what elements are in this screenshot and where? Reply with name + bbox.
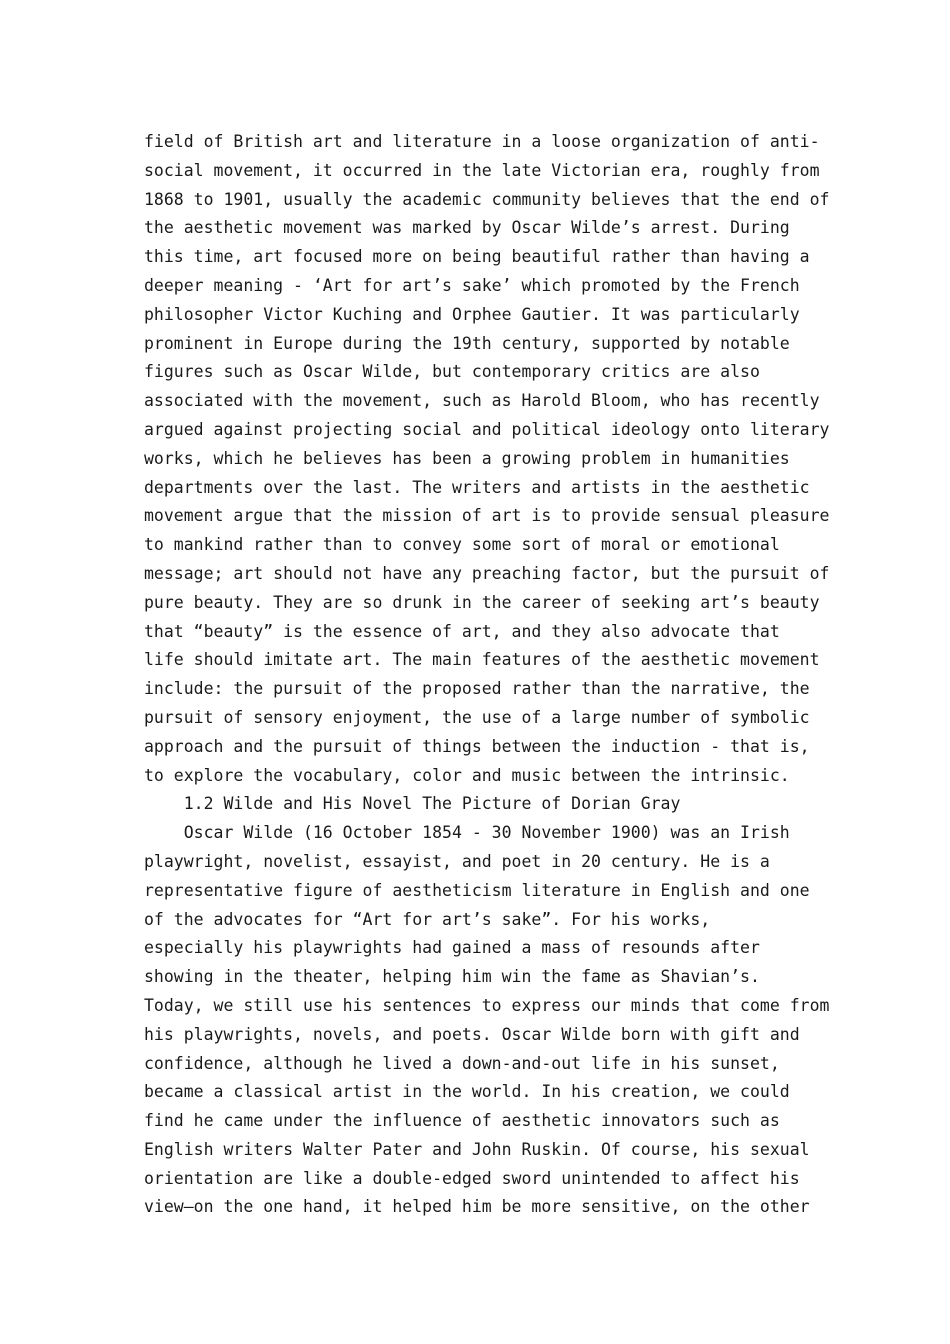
text-line: became a classical artist in the world. In his creation, we could	[144, 1082, 790, 1102]
text-line: his playwrights, novels, and poets. Oscar Wilde born with gift and	[144, 1024, 800, 1044]
text-line: to mankind rather than to convey some sort of moral or emotional	[144, 535, 780, 555]
text-line: that “beauty” is the essence of art, and they also advocate that	[144, 621, 780, 641]
text-line: confidence, although he lived a down-and-out life in his sunset,	[144, 1053, 780, 1073]
text-line: the aesthetic movement was marked by Oscar Wilde’s arrest. During	[144, 218, 790, 238]
text-line: Oscar Wilde (16 October 1854 - 30 November 1900) was an Irish	[144, 823, 790, 843]
text-line: especially his playwrights had gained a mass of resounds after	[144, 938, 760, 958]
text-line: life should imitate art. The main features of the aesthetic movement	[144, 650, 820, 670]
body-text	[144, 128, 830, 1222]
text-line: orientation are like a double-edged sword unintended to affect his	[144, 1168, 800, 1188]
text-line: deeper meaning - ‘Art for art’s sake’ which promoted by the French	[144, 275, 800, 295]
text-line: associated with the movement, such as Harold Bloom, who has recently	[144, 391, 820, 411]
text-line: movement argue that the mission of art is to provide sensual pleasure	[144, 506, 830, 526]
text-line: to explore the vocabulary, color and music between the intrinsic.	[144, 765, 790, 785]
text-line: departments over the last. The writers and artists in the aesthetic	[144, 477, 810, 497]
text-line: prominent in Europe during the 19th century, supported by notable	[144, 333, 790, 353]
text-line: view—on the one hand, it helped him be more sensitive, on the other	[144, 1197, 810, 1217]
text-line: include: the pursuit of the proposed rather than the narrative, the	[144, 679, 810, 699]
text-line: playwright, novelist, essayist, and poet in 20 century. He is a	[144, 851, 770, 871]
text-line: representative figure of aestheticism literature in English and one	[144, 880, 810, 900]
text-line: this time, art focused more on being beautiful rather than having a	[144, 247, 810, 267]
text-line: field of British art and literature in a loose organization of anti-	[144, 132, 820, 151]
text-line: figures such as Oscar Wilde, but contemporary critics are also	[144, 362, 760, 382]
text-line: argued against projecting social and political ideology onto literary	[144, 419, 830, 439]
text-line: Today, we still use his sentences to express our minds that come from	[144, 995, 830, 1015]
text-line: English writers Walter Pater and John Ruskin. Of course, his sexual	[144, 1139, 810, 1159]
text-line: pure beauty. They are so drunk in the career of seeking art’s beauty	[144, 592, 820, 612]
text-line: philosopher Victor Kuching and Orphee Gautier. It was particularly	[144, 304, 800, 324]
text-line: find he came under the influence of aesthetic innovators such as	[144, 1111, 780, 1131]
text-line: showing in the theater, helping him win the fame as Shavian’s.	[144, 967, 760, 987]
text-line: approach and the pursuit of things between the induction - that is,	[144, 736, 810, 756]
text-line: of the advocates for “Art for art’s sake”. For his works,	[144, 909, 711, 929]
text-line: message; art should not have any preaching factor, but the pursuit of	[144, 563, 830, 583]
text-line: 1868 to 1901, usually the academic community believes that the end of	[144, 189, 830, 209]
text-line: works, which he believes has been a growing problem in humanities	[144, 448, 790, 468]
text-line: pursuit of sensory enjoyment, the use of a large number of symbolic	[144, 707, 810, 727]
text-line: social movement, it occurred in the late Victorian era, roughly from	[144, 160, 820, 180]
section-heading: 1.2 Wilde and His Novel The Picture of Dorian Gray	[144, 794, 681, 814]
